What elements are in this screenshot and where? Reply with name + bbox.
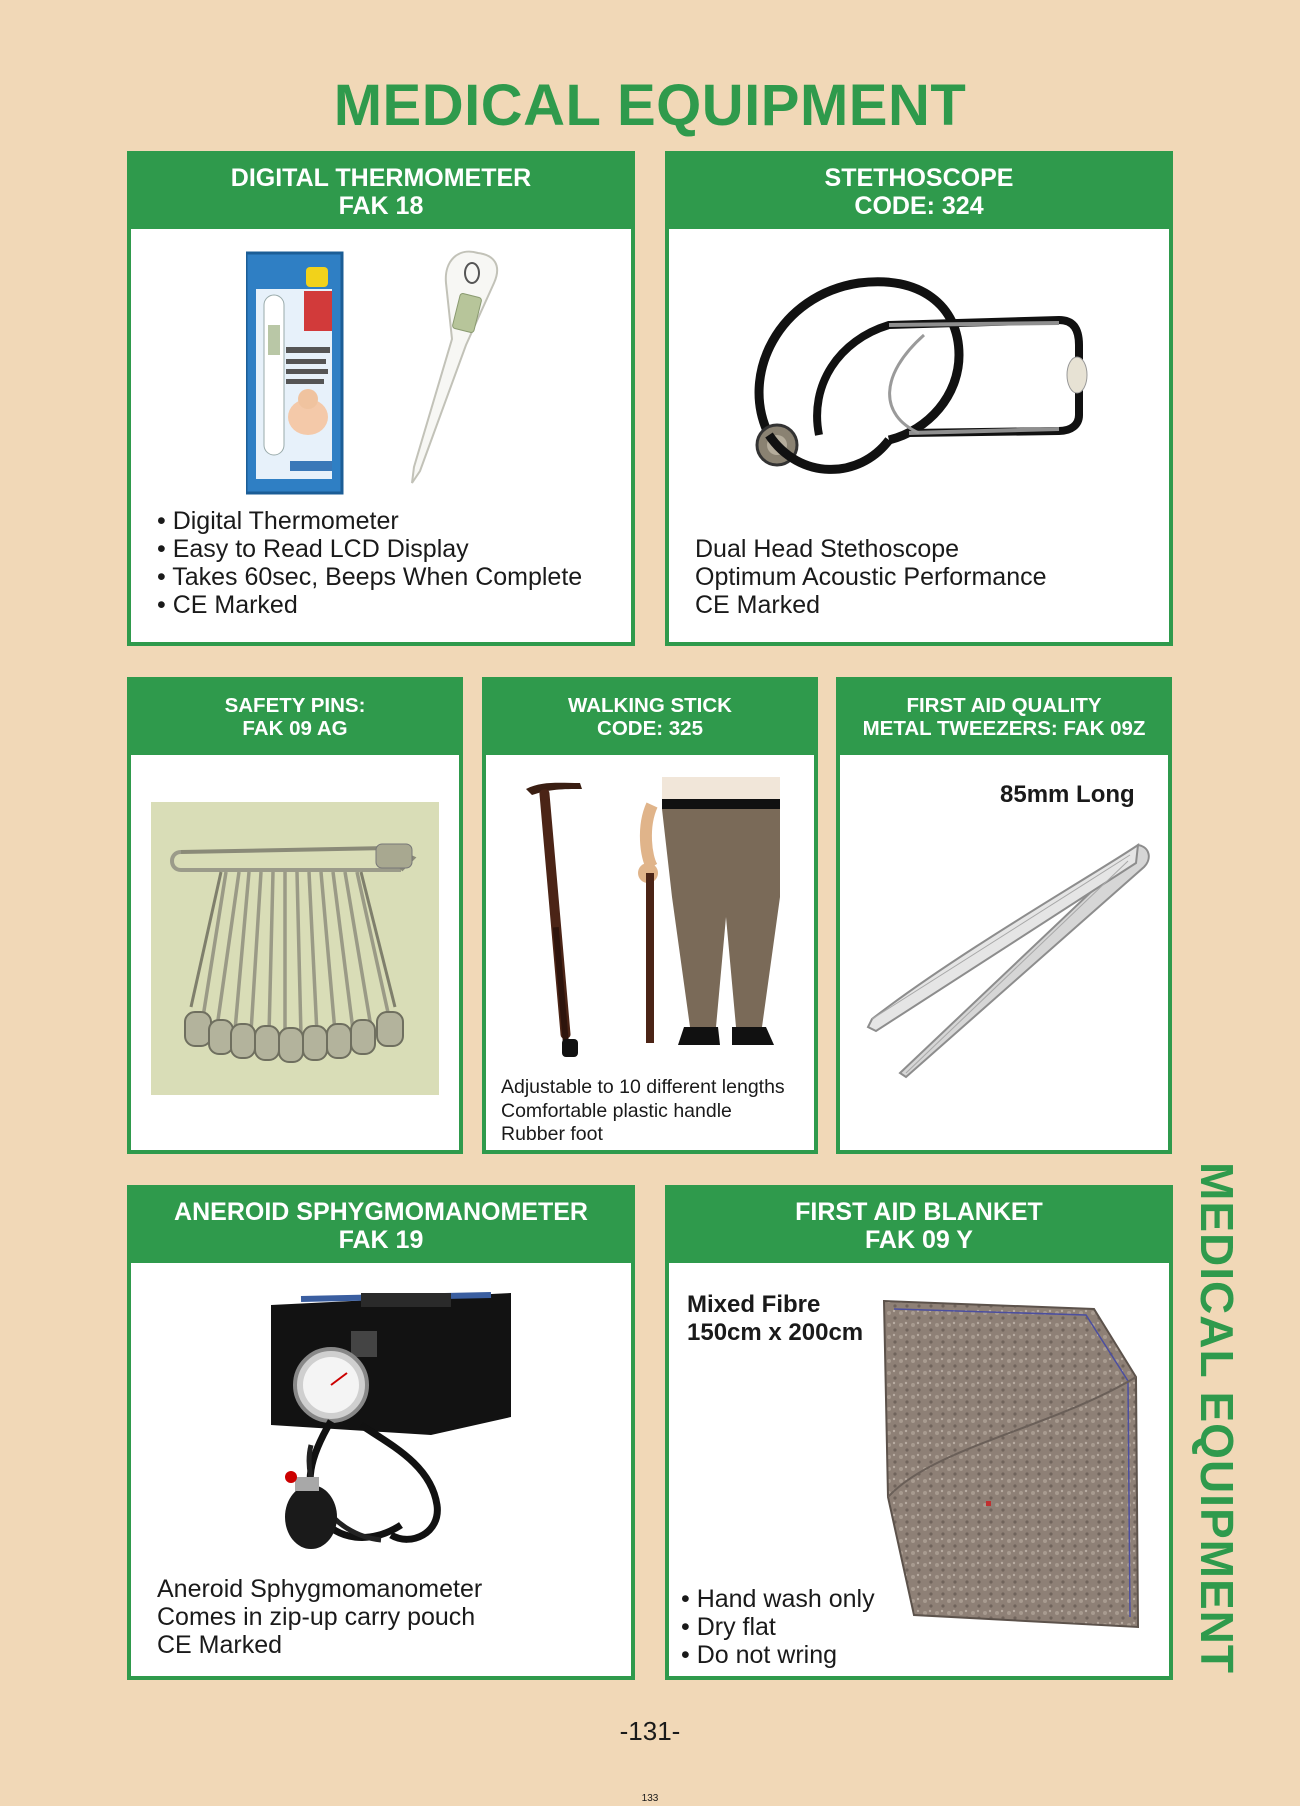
product-panel-stethoscope <box>665 151 1173 646</box>
blanket-image <box>874 1297 1144 1637</box>
feature-list <box>681 1585 875 1669</box>
panel-header <box>131 681 459 755</box>
feature-list <box>157 507 582 619</box>
product-panel-thermometer <box>127 151 635 646</box>
product-panel-tweezers <box>836 677 1172 1154</box>
feature-list <box>695 535 1047 619</box>
product-note: 85mm Long <box>1000 781 1135 808</box>
product-name: FIRST AID BLANKET <box>795 1198 1043 1226</box>
product-panel-walking-stick <box>482 677 818 1154</box>
feature-item: Dual Head Stethoscope <box>695 535 960 563</box>
feature-item: • Dry flat <box>681 1613 776 1641</box>
page-title: MEDICAL EQUIPMENT <box>333 73 967 138</box>
product-panel-safety-pins <box>127 677 463 1154</box>
feature-item: • Do not wring <box>681 1641 838 1669</box>
product-name: SAFETY PINS: <box>224 694 366 718</box>
feature-item: Aneroid Sphygmomanometer <box>157 1575 483 1603</box>
feature-item: CE Marked <box>157 1631 283 1659</box>
thermometer-image <box>246 247 506 497</box>
product-panel-sphygmomanometer <box>127 1185 635 1680</box>
product-code: FAK 19 <box>338 1226 424 1254</box>
feature-item: • Digital Thermometer <box>157 507 399 535</box>
tweezers-image <box>860 841 1160 1091</box>
spec-list <box>687 1291 863 1347</box>
product-code: FAK 09 Y <box>865 1226 973 1254</box>
feature-item: CE Marked <box>695 591 821 619</box>
walking-stick-image <box>522 777 792 1057</box>
product-name: STETHOSCOPE <box>824 164 1014 192</box>
panel-header <box>669 155 1169 229</box>
footer-number: 133 <box>641 1793 659 1804</box>
product-name: DIGITAL THERMOMETER <box>230 164 532 192</box>
feature-item: • Takes 60sec, Beeps When Complete <box>157 563 583 591</box>
panel-header <box>131 155 631 229</box>
spec-item: 150cm x 200cm <box>687 1319 864 1346</box>
side-title: MEDICAL EQUIPMENT <box>1191 1162 1243 1674</box>
product-code: FAK 09 AG <box>242 717 348 740</box>
spec-item: Mixed Fibre <box>687 1291 821 1318</box>
product-panel-blanket <box>665 1185 1173 1680</box>
feature-list <box>501 1076 785 1147</box>
stethoscope-image <box>729 265 1099 495</box>
panel-header <box>669 1189 1169 1263</box>
page-number: -131- <box>619 1716 681 1746</box>
feature-item: Comfortable plastic handle <box>501 1099 732 1122</box>
safety-pins-image <box>151 802 439 1095</box>
feature-item: Optimum Acoustic Performance <box>695 563 1047 591</box>
product-code: METAL TWEEZERS: FAK 09Z <box>862 717 1146 740</box>
feature-list <box>157 1575 482 1659</box>
product-code: CODE: 325 <box>597 717 703 740</box>
feature-item: • Hand wash only <box>681 1585 875 1613</box>
feature-item: • Easy to Read LCD Display <box>157 535 469 563</box>
sphygmomanometer-image <box>241 1285 521 1555</box>
product-name: FIRST AID QUALITY <box>906 694 1102 718</box>
panel-header <box>840 681 1168 755</box>
panel-header <box>486 681 814 755</box>
product-name: WALKING STICK <box>568 694 732 718</box>
product-name: ANEROID SPHYGMOMANOMETER <box>174 1198 588 1226</box>
product-code: FAK 18 <box>338 192 424 220</box>
feature-item: • CE Marked <box>157 591 298 619</box>
panel-header <box>131 1189 631 1263</box>
product-code: CODE: 324 <box>854 192 984 220</box>
feature-item: Comes in zip-up carry pouch <box>157 1603 476 1631</box>
feature-item: Adjustable to 10 different lengths <box>501 1076 785 1098</box>
feature-item: Rubber foot <box>501 1123 603 1145</box>
